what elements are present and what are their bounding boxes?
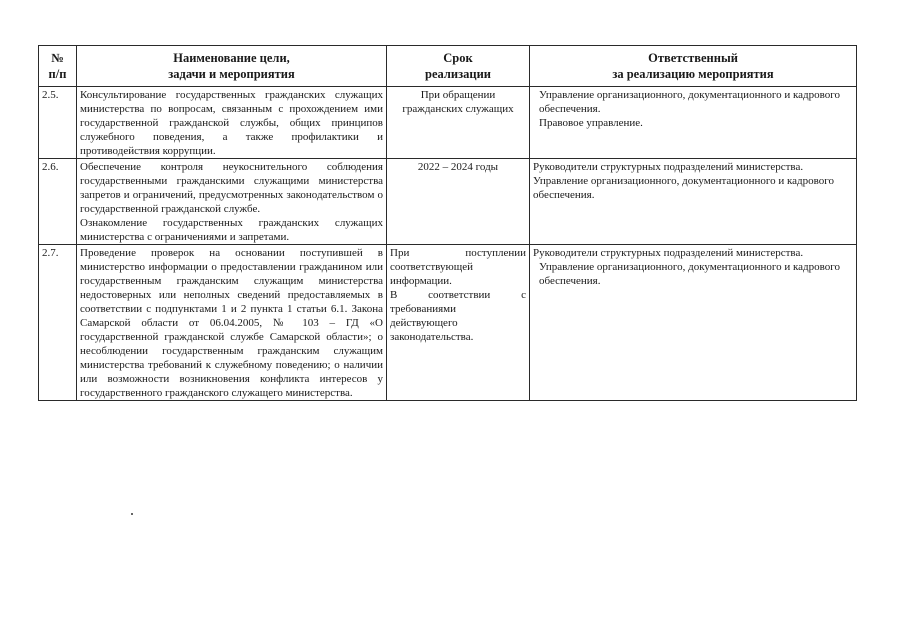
term-line: При поступлении соответствующей информации. bbox=[390, 247, 526, 287]
header-term-line2: реализации bbox=[425, 67, 491, 81]
term-line: В соответствии с требованиями действующего законодательства. bbox=[390, 289, 526, 343]
row-num: 2.7. bbox=[39, 245, 77, 401]
table-row bbox=[39, 87, 857, 159]
responsible-line: Руководители структурных подразделений министерства. bbox=[533, 161, 804, 173]
scan-speck bbox=[131, 513, 133, 515]
row-term bbox=[387, 245, 530, 401]
header-name bbox=[77, 46, 387, 87]
table-row bbox=[39, 159, 857, 245]
header-resp-line1: Ответственный bbox=[648, 51, 738, 65]
row-measure: Проведение проверок на основании поступившей в министерство информации о предоставлении гражданином или государственным гражданским служащим министерства недостоверных или неполных сведений предоставляемых в соответствии с подпунктами 1 и 2 пункта 1 статьи 6.1. Закона Самарской области от 06.04.2005, № 103 – ГД «О государственной гражданской службе Самарской области»; о несоблюдении государственным гражданским служащим министерства требований к служебному поведению; о наличии или возможности возникновения конфликта интересов у государственного гражданского служащего министерства. bbox=[77, 245, 387, 401]
row-num: 2.6. bbox=[39, 159, 77, 245]
responsible-line: Управление организационного, документационного и кадрового обеспечения. bbox=[539, 89, 840, 115]
measure-paragraph: Ознакомление государственных гражданских служащих министерства с ограничениями и запретами. bbox=[80, 217, 383, 243]
header-term bbox=[387, 46, 530, 87]
header-num-line1: № bbox=[51, 51, 64, 65]
header-num bbox=[39, 46, 77, 87]
table-header-row bbox=[39, 46, 857, 87]
responsible-line: Управление организационного, документационного и кадрового обеспечения. bbox=[533, 175, 834, 201]
row-measure bbox=[77, 159, 387, 245]
row-term: При обращении гражданских служащих bbox=[387, 87, 530, 159]
row-responsible bbox=[530, 245, 857, 401]
header-term-line1: Срок bbox=[443, 51, 473, 65]
responsible-line: Правовое управление. bbox=[539, 117, 643, 129]
measures-table bbox=[38, 45, 857, 401]
header-name-line1: Наименование цели, bbox=[173, 51, 290, 65]
header-resp-line2: за реализацию мероприятия bbox=[612, 67, 774, 81]
responsible-line: Управление организационного, документационного и кадрового обеспечения. bbox=[539, 261, 840, 287]
measure-paragraph: Обеспечение контроля неукоснительного соблюдения государственными гражданскими служащими министерства запретов и ограничений, предусмотренных законодательством о государственной гражданской службе. bbox=[80, 161, 383, 215]
header-resp bbox=[530, 46, 857, 87]
row-term: 2022 – 2024 годы bbox=[387, 159, 530, 245]
row-num: 2.5. bbox=[39, 87, 77, 159]
row-responsible bbox=[530, 87, 857, 159]
responsible-line: Руководители структурных подразделений министерства. bbox=[533, 247, 804, 259]
header-num-line2: п/п bbox=[48, 67, 67, 81]
table-row bbox=[39, 245, 857, 401]
row-responsible bbox=[530, 159, 857, 245]
row-measure: Консультирование государственных гражданских служащих министерства по вопросам, связанным с прохождением ими государственной гражданской службы, общих принципов служебного поведения, а также профилактики и противодействия коррупции. bbox=[77, 87, 387, 159]
header-name-line2: задачи и мероприятия bbox=[168, 67, 295, 81]
